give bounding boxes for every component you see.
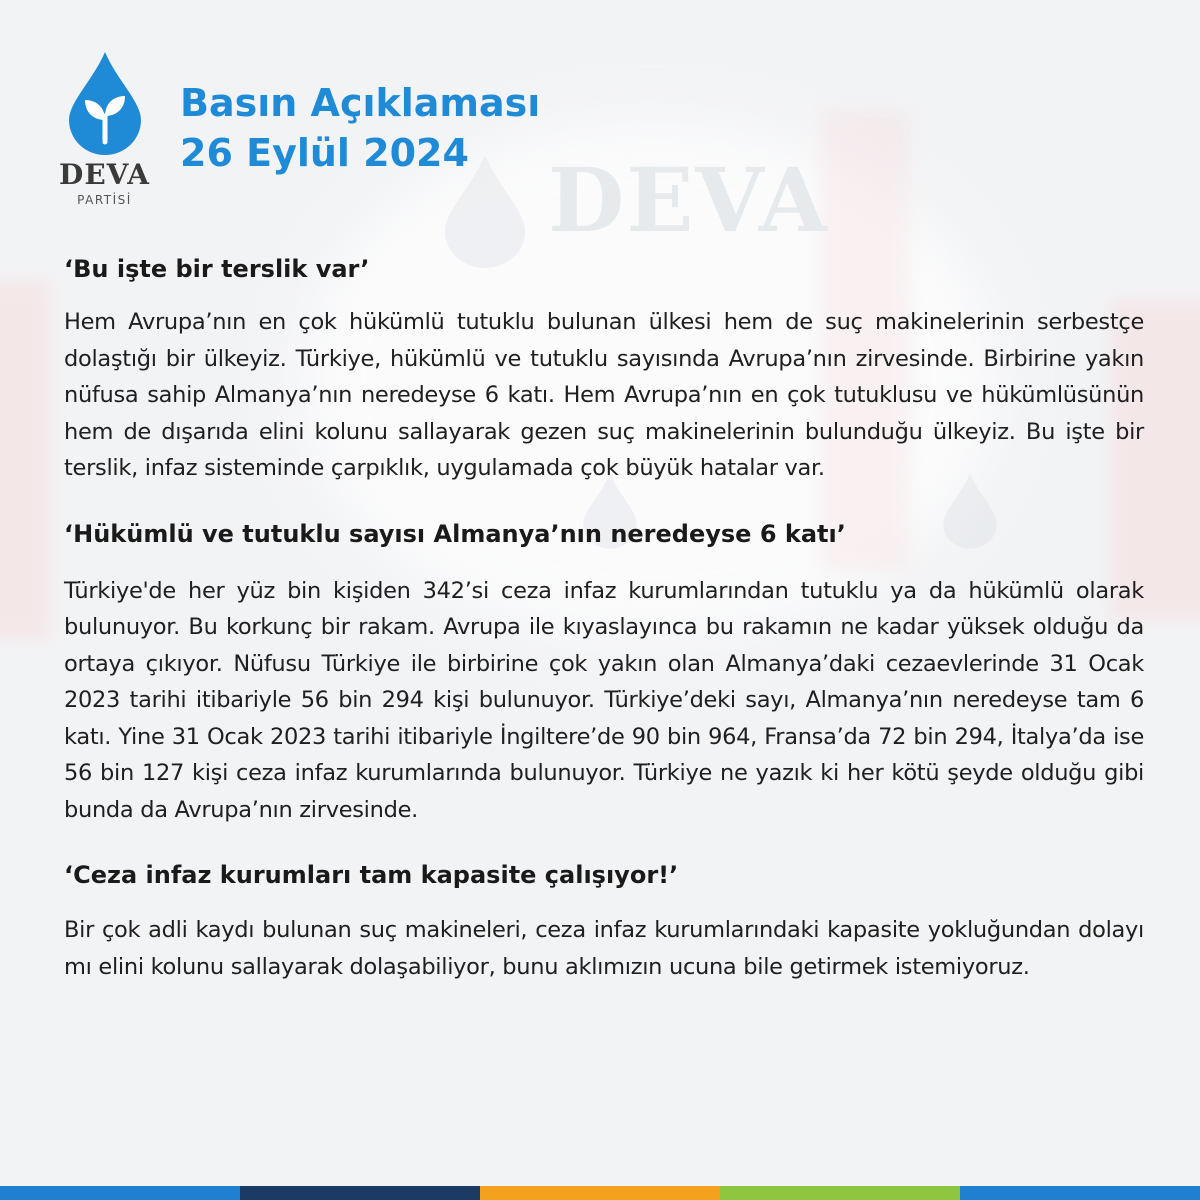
logo-subtitle: PARTİSİ	[77, 193, 132, 207]
page-date: 26 Eylül 2024	[180, 131, 469, 175]
title-block	[180, 78, 540, 178]
section-1	[64, 252, 1144, 487]
stripe-segment	[720, 1186, 960, 1200]
section-heading: ‘Bu işte bir terslik var’	[64, 255, 370, 283]
header	[0, 0, 1200, 230]
water-drop-leaf-icon	[65, 50, 145, 158]
background-deva-sign: DEVA	[548, 148, 830, 252]
stripe-segment	[960, 1186, 1200, 1200]
bottom-color-stripe	[0, 1186, 1200, 1200]
section-heading: ‘Ceza infaz kurumları tam kapasite çalışıyor!’	[64, 861, 679, 889]
section-3	[64, 858, 1144, 985]
section-body: Hem Avrupa’nın en çok hükümlü tutuklu bulunan ülkesi hem de suç makinelerinin serbestçe dolaştığı bir ülkeyiz. Türkiye, hükümlü ve tutuklu sayısında Avrupa’nın zirvesinde. Birbirine yakın nüfusa sahip Almanya’nın neredeyse 6 katı. Hem Avrupa’nın en çok tutuklusu ve hükümlüsünün hem de dışarıda elini kolunu sallayarak gezen suç makinelerinin bulunduğu ülkeyiz. Bu işte bir terslik, infaz sisteminde çarpıklık, uygulamada çok büyük hatalar var.	[64, 309, 1144, 481]
section-heading: ‘Hükümlü ve tutuklu sayısı Almanya’nın neredeyse 6 katı’	[64, 519, 846, 548]
deva-logo	[52, 50, 157, 215]
section-2	[64, 517, 1144, 829]
page-title: Basın Açıklaması	[180, 81, 541, 125]
section-body: Bir çok adli kaydı bulunan suç makineleri, ceza infaz kurumlarındaki kapasite yokluğundan dolayı mı elini kolunu sallayarak dolaşabiliyor, bunu aklımızın ucuna bile getirmek istemiyoruz.	[64, 917, 1144, 980]
stripe-segment	[480, 1186, 720, 1200]
press-release-content	[64, 252, 1144, 1015]
stripe-segment	[240, 1186, 480, 1200]
logo-wordmark: DEVA	[59, 158, 150, 191]
stripe-segment	[0, 1186, 240, 1200]
section-body: Türkiye'de her yüz bin kişiden 342’si ceza infaz kurumlarından tutuklu ya da hükümlü olarak bulunuyor. Bu korkunç bir rakam. Avrupa ile kıyaslayınca bu rakamın ne kadar yüksek olduğu da ortaya çıkıyor. Nüfusu Türkiye ile birbirine çok yakın olan Almanya’daki cezaevlerinde 31 Ocak 2023 tarihi itibariyle 56 bin 294 kişi bulunuyor. Türkiye’deki sayı, Almanya’nın neredeyse tam 6 katı. Yine 31 Ocak 2023 tarihi itibariyle İngiltere’de 90 bin 964, Fransa’da 72 bin 294, İtalya’da ise 56 bin 127 kişi ceza infaz kurumlarında bulunuyor. Türkiye ne yazık ki her kötü şeyde olduğu gibi bunda da Avrupa’nın zirvesinde.	[64, 577, 1144, 823]
background-flag-left	[0, 280, 50, 640]
